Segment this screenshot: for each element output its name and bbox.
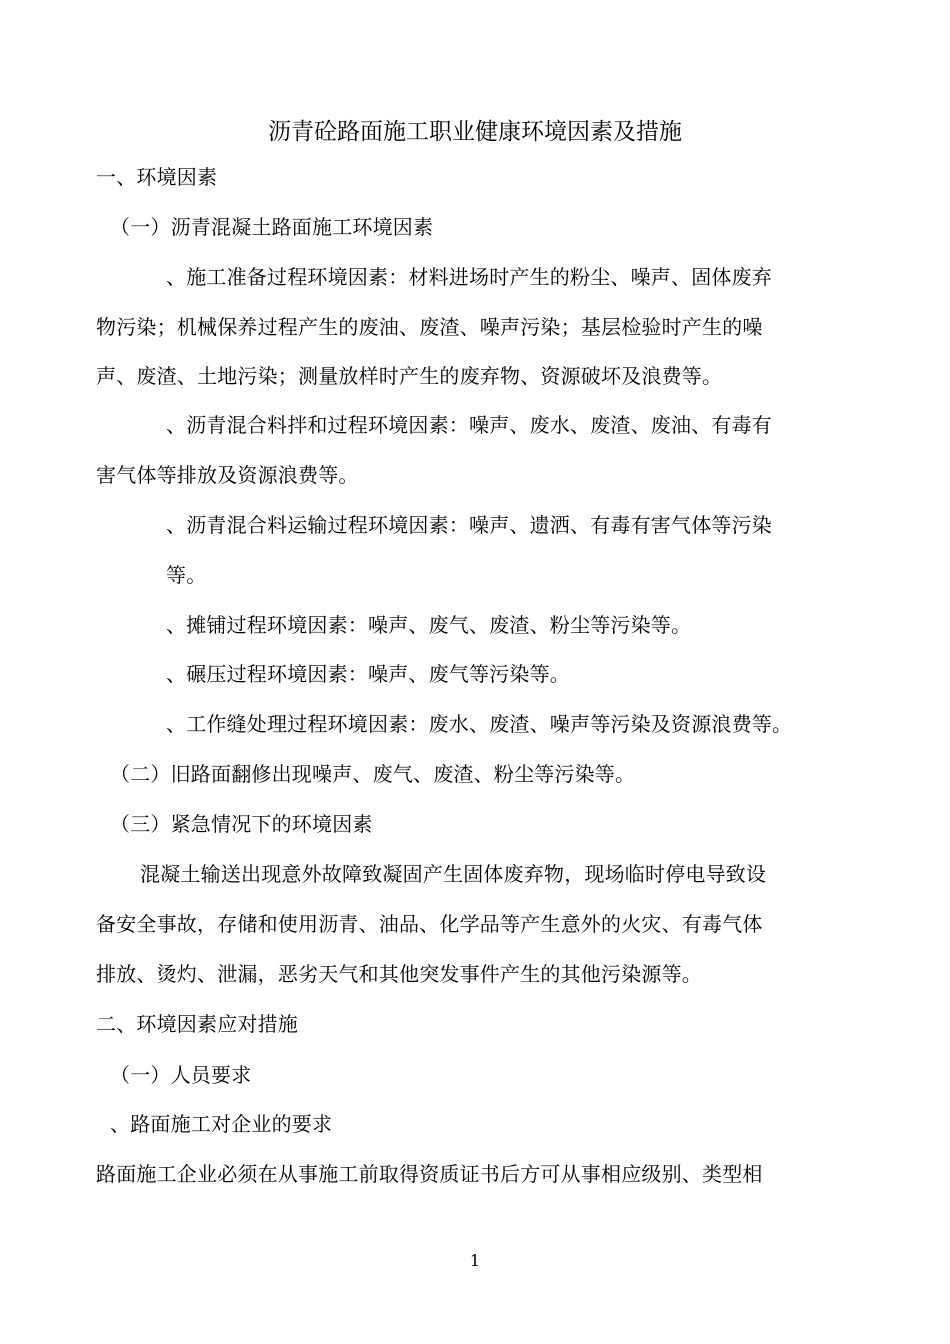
item-heading-enterprise-requirements: 、路面施工对企业的要求: [110, 1112, 333, 1136]
section-heading-countermeasures: 二、环境因素应对措施: [96, 1012, 298, 1036]
paragraph-line: 害气体等排放及资源浪费等。: [96, 463, 359, 487]
paragraph-line: 路面施工企业必须在从事施工前取得资质证书后方可从事相应级别、类型相: [96, 1162, 763, 1186]
subsection-heading-old-pavement: （二）旧路面翻修出现噪声、废气、废渣、粉尘等污染等。: [110, 762, 636, 786]
paragraph-line: 、碾压过程环境因素：噪声、废气等污染等。: [166, 662, 570, 686]
paragraph-line: 、工作缝处理过程环境因素：废水、废渣、噪声等污染及资源浪费等。: [166, 712, 793, 736]
paragraph-line: 混凝土输送出现意外故障致凝固产生固体废弃物，现场临时停电导致设: [140, 862, 767, 886]
paragraph-line: 、施工准备过程环境因素：材料进场时产生的粉尘、噪声、固体废弃: [166, 265, 772, 289]
paragraph-line: 等。: [166, 563, 207, 587]
page-number: 1: [469, 1251, 481, 1270]
subsection-heading-asphalt-factors: （一）沥青混凝土路面施工环境因素: [110, 215, 434, 239]
paragraph-line: 排放、烫灼、泄漏，恶劣天气和其他突发事件产生的其他污染源等。: [96, 962, 702, 986]
paragraph-line: 声、废渣、土地污染；测量放样时产生的废弃物、资源破坏及浪费等。: [96, 364, 723, 388]
paragraph-line: 、摊铺过程环境因素：噪声、废气、废渣、粉尘等污染等。: [166, 613, 692, 637]
paragraph-line: 、沥青混合料运输过程环境因素：噪声、遗洒、有毒有害气体等污染: [166, 513, 772, 537]
subsection-heading-personnel: （一）人员要求: [110, 1063, 252, 1087]
document-title: 沥青砼路面施工职业健康环境因素及措施: [268, 119, 682, 145]
section-heading-environmental-factors: 一、环境因素: [96, 165, 218, 189]
paragraph-line: 备安全事故，存储和使用沥青、油品、化学品等产生意外的火灾、有毒气体: [96, 912, 763, 936]
subsection-heading-emergency: （三）紧急情况下的环境因素: [110, 812, 373, 836]
paragraph-line: 物污染；机械保养过程产生的废油、废渣、噪声污染；基层检验时产生的噪: [96, 315, 763, 339]
paragraph-line: 、沥青混合料拌和过程环境因素：噪声、废水、废渣、废油、有毒有: [166, 413, 772, 437]
